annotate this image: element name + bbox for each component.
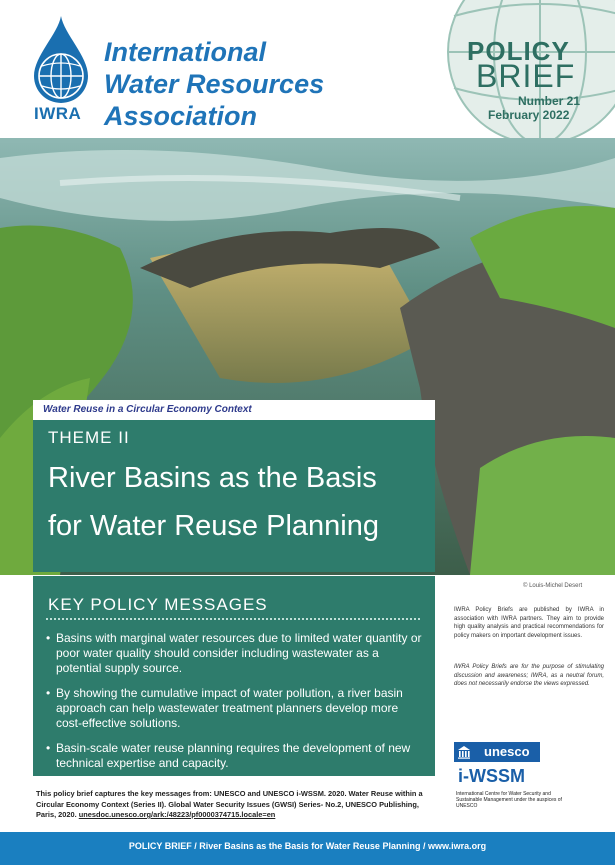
citation-link[interactable]: unesdoc.unesco.org/ark:/48223/pf0000374715.locale=en: [78, 810, 276, 819]
issue-date: February 2022: [488, 108, 570, 122]
policy-brief-word-1: POLICY: [467, 36, 570, 66]
policy-brief-word-2: BRIEF: [476, 58, 576, 94]
iwssm-wordmark: i-WSSM: [458, 766, 525, 786]
logo-acronym: IWRA: [34, 104, 82, 123]
org-name-line-1: International: [104, 37, 267, 67]
water-drop-globe-logo-icon: [30, 14, 92, 104]
issue-number: Number 21: [518, 94, 581, 108]
unesco-temple-icon: [457, 745, 471, 759]
series-subtitle: Water Reuse in a Circular Economy Context: [43, 404, 252, 415]
key-message-bullet: • Basin-scale water reuse planning requires the development of new technical expertise and capacity.: [46, 741, 411, 770]
publisher-note: IWRA Policy Briefs are published by IWRA in association with IWRA partners. They aim to provide high quality analysis and practical recommendations for policy makers on important development issues.: [454, 607, 604, 639]
photo-credit: © Louis-Michel Desert: [523, 583, 583, 589]
theme-title-line-1: River Basins as the Basis: [48, 462, 377, 494]
key-message-bullet: • Basins with marginal water resources due to limited water quantity or poor water quality should consider including wastewater as a potential supply source.: [46, 631, 422, 675]
theme-label: THEME II: [48, 428, 130, 447]
unesco-wordmark: unesco: [484, 744, 530, 759]
dotted-divider: [46, 618, 420, 620]
bullet-dot-icon: •: [46, 631, 51, 645]
disclaimer-note: IWRA Policy Briefs are for the purpose of stimulating discussion and awareness; IWRA, as a neutral forum, does not necessarily endorse the views expressed.: [454, 664, 604, 688]
org-name-line-2: Water Resources: [104, 69, 325, 99]
theme-title-line-2: for Water Reuse Planning: [48, 510, 379, 542]
footer-text: POLICY BRIEF / River Basins as the Basis for Water Reuse Planning / www.iwra.org: [128, 841, 487, 851]
citation-text: This policy brief captures the key messages from: UNESCO and UNESCO i-WSSM. 2020. Water Reuse within a Circular Economy Context (Series II). Global Water Security Issues (GWSI) Series- No.2, UNESCO Publishing, Paris, 2020.: [36, 789, 423, 819]
org-name-line-3: Association: [104, 101, 258, 131]
iwssm-description: International Centre for Water Security and Sustainable Management under the auspices of UNESCO: [456, 791, 562, 809]
bullet-dot-icon: •: [46, 741, 51, 755]
key-message-bullet: • By showing the cumulative impact of water pollution, a river basin approach can help wastewater treatment planners develop more cost-effective solutions.: [46, 686, 403, 730]
key-messages-title: KEY POLICY MESSAGES: [48, 595, 268, 614]
citation: [36, 789, 438, 821]
bullet-dot-icon: •: [46, 686, 51, 700]
